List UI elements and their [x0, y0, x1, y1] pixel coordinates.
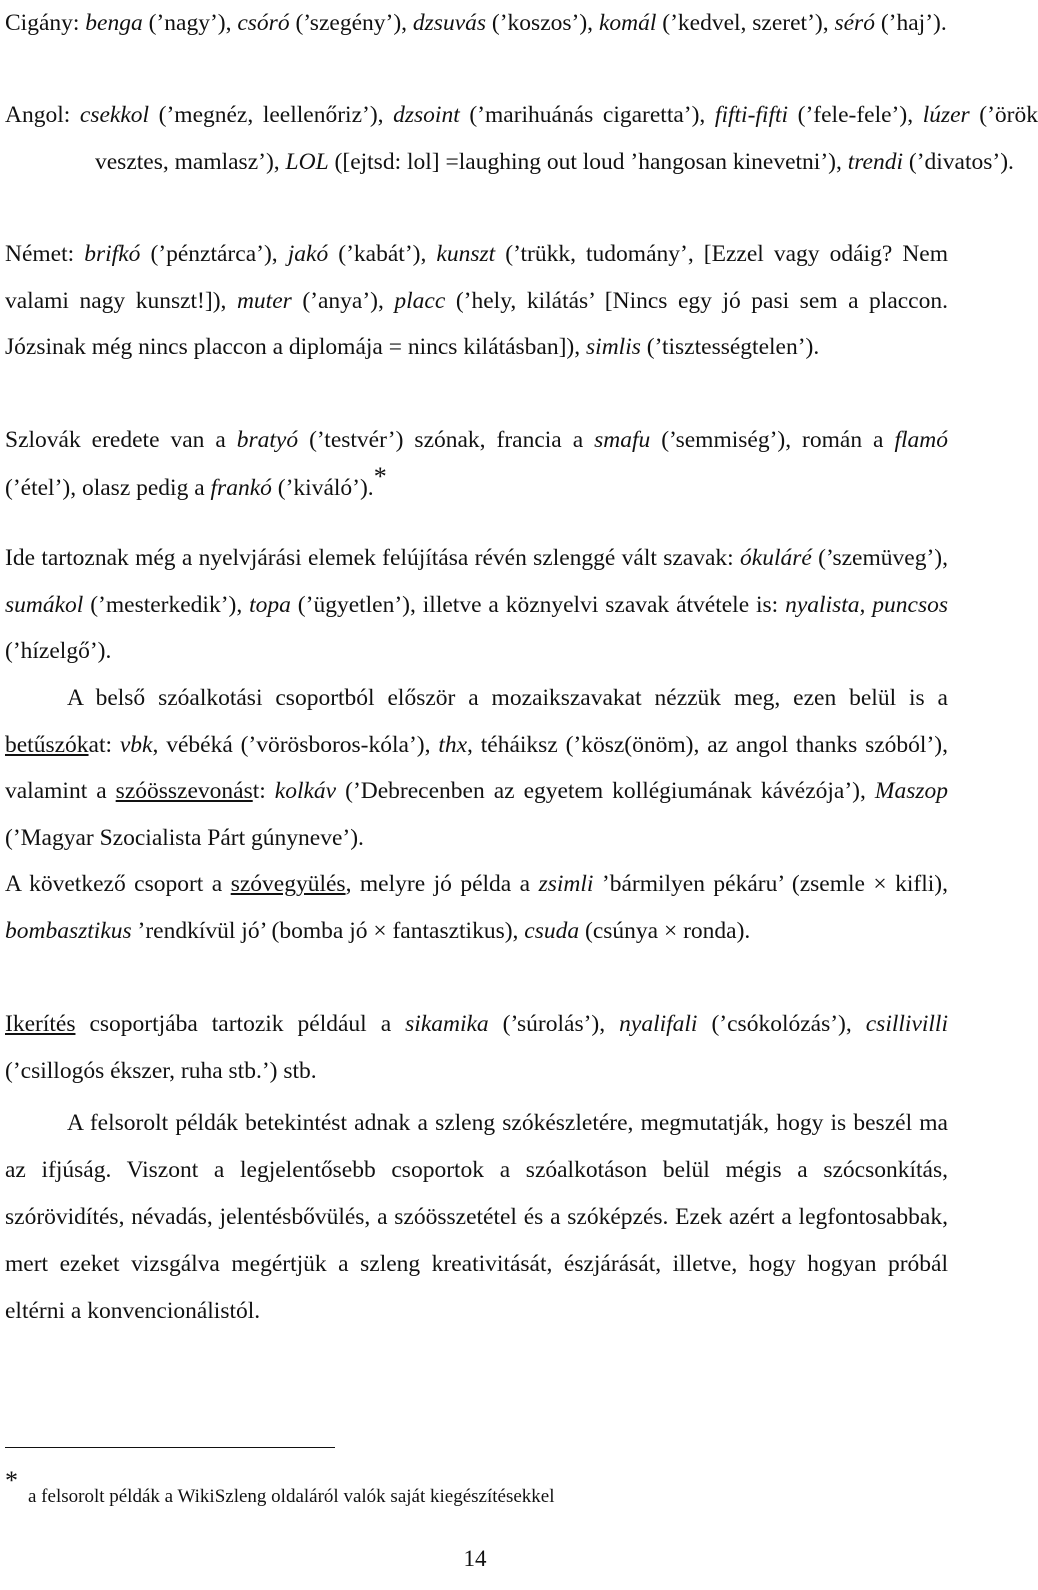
footnote-marker: *: [5, 1466, 18, 1495]
paragraph-cigany: Cigány: benga (’nagy’), csóró (’szegény’), dzsuvás (’koszos’), komál (’kedvel, szeret’), séró (’haj’).: [5, 10, 947, 36]
italic-term: brifkó: [84, 241, 141, 267]
italic-term: sikamika: [405, 1011, 489, 1037]
italic-term: bratyó: [236, 427, 299, 453]
italic-term: topa: [249, 591, 291, 618]
italic-term: smafu: [594, 427, 651, 453]
italic-term: flamó: [894, 427, 948, 453]
paragraph-nemet: Német: brifkó (’pénztárca’), jakó (’kabát’), kunszt (’trükk, tudomány’, [Ezzel vagy odáig? Nem valami nagy kunszt!]), muter (’anya’), placc (’hely, kilátás’ [Nincs egy jó pasi sem a placcon. Józsinak még nincs placcon a diplomája = nincs kilátásban]), simlis (’tisztességtelen’).: [5, 241, 949, 360]
italic-term: séró: [834, 10, 875, 36]
paragraph-ikerites: Ikerítés csoportjába tartozik például a sikamika (’súrolás’), nyalifali (’csókolózás’), csillivilli (’csillogós ékszer, ruha stb.’) stb.: [5, 1011, 948, 1084]
italic-term: Maszop: [874, 778, 948, 804]
paragraph-kovetkezo: A következő csoport a szóvegyülés, melyre jó példa a zsimli ’bármilyen pékáru’ (zsemle × kifli), bombasztikus ’rendkívül jó’ (bomba jó × fantasztikus), csuda (csúnya × ronda).: [5, 871, 948, 944]
page-number: 14: [463, 1546, 487, 1571]
underlined-term: szóösszevonás: [115, 778, 253, 804]
italic-term: frankó: [210, 475, 272, 501]
italic-term: nyalista, puncsos: [785, 591, 949, 618]
italic-term: LOL: [285, 148, 329, 175]
footnote-reference: *: [373, 462, 387, 491]
italic-term: dzsuvás: [412, 10, 487, 36]
paragraph-angol: Angol: csekkol (’megnéz, leellenőriz’), dzsoint (’marihuánás cigaretta’), fifti-fifti (’fele-fele’), lúzer (’örök vesztes, mamlasz’), LOL ([ejtsd: lol] =laughing out loud ’hangosan kinevetni’), trendi (’divatos’).: [5, 102, 1038, 175]
italic-term: csillivilli: [865, 1011, 948, 1037]
italic-term: csuda: [524, 917, 580, 944]
footnote-separator: [5, 1447, 335, 1448]
italic-term: dzsoint: [393, 102, 460, 128]
italic-term: lúzer: [922, 102, 970, 128]
paragraph-felsorolt: A felsorolt példák betekintést adnak a szleng szókészletére, megmutatják, hogy is beszél ma az ifjúság. Viszont a legjelentősebb csoportok a szóalkotáson belül mégis a szócsonkítás, szórövidítés, névadás, jelentésbővülés, a szóösszetétel és a szóképzés. Ezek azért a legfontosabbak, mert ezeket vizsgálva megértjük a szleng kreativitását, észjárását, illetve, hogy hogyan próbál eltérni a konvencionálistól.: [5, 1110, 948, 1324]
italic-term: nyalifali: [619, 1011, 698, 1037]
italic-term: benga: [85, 10, 143, 36]
italic-term: zsimli: [538, 871, 594, 897]
italic-term: komál: [598, 10, 657, 36]
italic-term: kolkáv: [274, 778, 337, 804]
underlined-term: Ikerítés: [5, 1011, 76, 1037]
italic-term: csóró: [237, 10, 290, 36]
footnote-text: a felsorolt példák a WikiSzleng oldaláról valók saját kiegészítésekkel: [28, 1486, 555, 1507]
underlined-term: szóvegyülés: [230, 871, 346, 897]
italic-term: fifti-fifti: [714, 102, 789, 128]
italic-term: ókuláré: [740, 545, 812, 571]
italic-term: sumákol: [5, 591, 84, 618]
paragraph-ide: Ide tartoznak még a nyelvjárási elemek felújítása révén szlenggé vált szavak: ókuláré (’szemüveg’), sumákol (’mesterkedik’), topa (’ügyetlen’), illetve a köznyelvi szavak átvétele is: nyalista, puncsos (’hízelgő’).: [5, 545, 949, 664]
paragraph-belso: A belső szóalkotási csoportból először a mozaikszavakat nézzük meg, ezen belül is a betűszókat: vbk, vébéká (’vörösboros-kóla’), thx, téháiksz (’kösz(önöm), az angol thanks szóból’), valamint a szóösszevonást: kolkáv (’Debrecenben az egyetem kollégiumának kávézója’), Maszop (’Magyar Szocialista Párt gúnyneve’).: [5, 685, 948, 851]
paragraph-szlovak: Szlovák eredete van a bratyó (’testvér’) szónak, francia a smafu (’semmiség’), román a flamó (’étel’), olasz pedig a frankó (’kiváló’).*: [5, 427, 948, 501]
italic-term: trendi: [847, 148, 903, 175]
italic-term: vbk: [119, 731, 153, 758]
italic-term: muter: [236, 287, 292, 314]
italic-term: placc: [394, 287, 446, 314]
italic-term: jakó: [287, 241, 329, 267]
italic-term: kunszt: [436, 241, 496, 267]
italic-term: bombasztikus: [5, 917, 132, 944]
italic-term: thx: [438, 731, 468, 758]
italic-term: simlis: [586, 334, 641, 360]
underlined-term: betűszók: [5, 731, 89, 758]
italic-term: csekkol: [79, 102, 150, 128]
